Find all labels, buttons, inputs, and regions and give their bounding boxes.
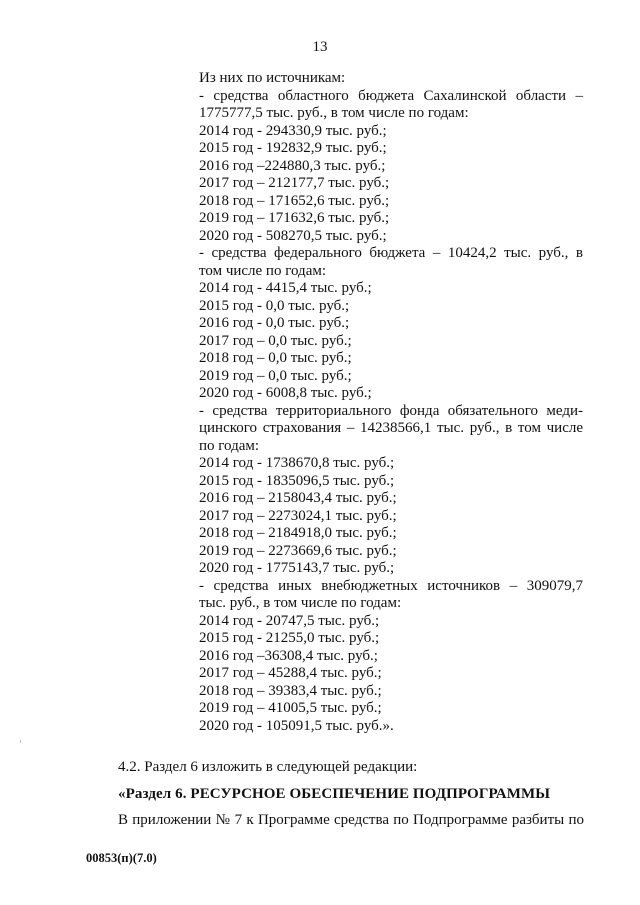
funding-line: 2017 год – 0,0 тыс. руб.;	[199, 332, 352, 349]
funding-line: 2014 год - 4415,4 тыс. руб.;	[199, 280, 372, 296]
funding-line: 2014 год - 20747,5 тыс. руб.;	[199, 612, 380, 629]
section-amendment-intro: 4.2. Раздел 6 изложить в следующей редакции:	[118, 759, 418, 775]
section-paragraph: В приложении № 7 к Программе средства по Подпрограмме разбиты по	[118, 812, 584, 828]
funding-line: 2015 год - 1835096,5 тыс. руб.;	[199, 472, 395, 489]
funding-line: том числе по годам:	[199, 262, 327, 279]
funding-line: 2018 год – 2184918,0 тыс. руб.;	[199, 525, 397, 541]
funding-line: Из них по источникам:	[199, 70, 346, 86]
funding-line: 2020 год - 1775143,7 тыс. руб.;	[199, 560, 395, 576]
funding-line: цинского страхования – 14238566,1 тыс. руб., в том числе	[199, 420, 583, 436]
funding-line: 2019 год – 41005,5 тыс. руб.;	[199, 700, 382, 716]
funding-line: 2019 год – 0,0 тыс. руб.;	[199, 367, 352, 384]
funding-line: 2018 год – 39383,4 тыс. руб.;	[199, 682, 382, 699]
scan-mark	[20, 740, 21, 743]
funding-sources-block	[199, 70, 583, 735]
funding-line: 2020 год - 6008,8 тыс. руб.;	[199, 385, 372, 401]
funding-line: 2016 год –224880,3 тыс. руб.;	[199, 157, 386, 174]
section-heading: «Раздел 6. РЕСУРСНОЕ ОБЕСПЕЧЕНИЕ ПОДПРОГРАММЫ	[118, 786, 551, 802]
funding-line: 2016 год –36308,4 тыс. руб.;	[199, 647, 378, 664]
funding-line: тыс. руб., в том числе по годам:	[199, 595, 402, 611]
funding-line: по годам:	[199, 437, 260, 454]
funding-line: 2019 год – 2273669,6 тыс. руб.;	[199, 542, 397, 559]
funding-line: 2016 год – 2158043,4 тыс. руб.;	[199, 490, 397, 506]
funding-line: 2015 год - 192832,9 тыс. руб.;	[199, 140, 387, 156]
funding-line: 2015 год - 21255,0 тыс. руб.;	[199, 630, 380, 646]
funding-line: 2018 год – 0,0 тыс. руб.;	[199, 350, 352, 366]
funding-line: 2014 год - 294330,9 тыс. руб.;	[199, 122, 387, 139]
page-number: 13	[312, 39, 328, 55]
funding-line: 2015 год - 0,0 тыс. руб.;	[199, 297, 350, 314]
funding-line: 2017 год – 2273024,1 тыс. руб.;	[199, 507, 397, 524]
funding-line: 2017 год – 45288,4 тыс. руб.;	[199, 665, 382, 681]
funding-line: 2020 год - 105091,5 тыс. руб.».	[199, 717, 394, 734]
funding-line: 2020 год - 508270,5 тыс. руб.;	[199, 227, 387, 244]
funding-line: - средства иных внебюджетных источников – 309079,7	[199, 577, 583, 594]
funding-line: 1775777,5 тыс. руб., в том числе по годам:	[199, 105, 469, 121]
funding-line: - средства федерального бюджета – 10424,2 тыс. руб., в	[199, 245, 583, 261]
funding-line: 2014 год - 1738670,8 тыс. руб.;	[199, 455, 395, 471]
funding-line: - средства областного бюджета Сахалинской области –	[199, 87, 583, 104]
funding-line: 2019 год – 171632,6 тыс. руб.;	[199, 210, 390, 226]
funding-line: 2017 год – 212177,7 тыс. руб.;	[199, 175, 390, 191]
funding-line: 2018 год – 171652,6 тыс. руб.;	[199, 192, 390, 209]
document-code: 00853(п)(7.0)	[86, 851, 157, 865]
funding-line: - средства территориального фонда обязательного меди-	[199, 402, 583, 419]
funding-line: 2016 год - 0,0 тыс. руб.;	[199, 315, 350, 331]
